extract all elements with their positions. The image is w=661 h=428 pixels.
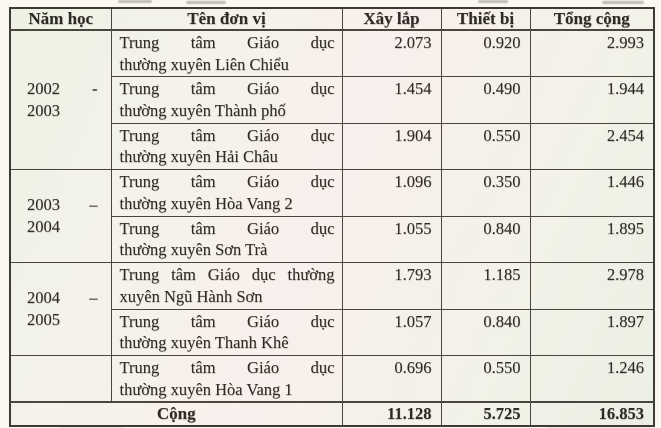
construction-value: 1.454 [342,77,441,124]
construction-total: 11.128 [342,402,441,426]
total-value: 2.993 [530,30,654,77]
equipment-value: 0.350 [441,170,530,217]
equipment-total: 5.725 [441,402,530,426]
total-value: 1.895 [530,216,654,263]
year-end: 2005 [27,310,60,329]
total-value: 1.897 [530,309,654,356]
construction-value: 2.073 [342,30,441,77]
col-header-total: Tổng cộng [530,8,654,30]
construction-value: 0.696 [342,356,441,403]
header-row [10,8,654,30]
unit-name-cell: Trung tâm Giáo dục thường xuyên Hòa Vang 2 [111,170,342,217]
equipment-value: 0.490 [441,77,530,124]
unit-name-cell: Trung tâm Giáo dục thường xuyên Liên Chiểu [111,30,342,77]
grand-total: 16.853 [530,402,654,426]
table-row [10,263,654,310]
total-value: 2.454 [530,123,654,170]
scan-artifact [602,1,644,4]
budget-table [9,7,655,427]
year-cell-2002-2003 [10,30,111,170]
total-value: 1.446 [530,170,654,217]
total-value: 2.978 [530,263,654,310]
construction-value: 1.096 [342,170,441,217]
scan-artifact [186,1,226,4]
year-dash: - [92,79,98,98]
construction-value: 1.057 [342,309,441,356]
equipment-value: 0.920 [441,30,530,77]
year-cell-2004-2005 [10,263,111,356]
year-dash: – [89,288,98,307]
year-start: 2003 [27,195,60,214]
construction-value: 1.904 [342,123,441,170]
unit-name-cell: Trung tâm Giáo dục thường xuyên Hải Châu [111,123,342,170]
year-end: 2003 [27,101,60,120]
total-value: 1.246 [530,356,654,403]
scan-artifact [478,0,508,3]
unit-name-cell: Trung tâm Giáo dục thường xuyên Thanh Khê [111,309,342,356]
col-header-construction: Xây lắp [342,8,441,30]
equipment-value: 0.550 [441,123,530,170]
year-cell-empty [10,356,111,403]
construction-value: 1.055 [342,216,441,263]
year-start: 2002 [27,79,60,98]
col-header-equipment: Thiết bị [441,8,530,30]
col-header-unit-name: Tên đơn vị [111,8,342,30]
year-start: 2004 [27,288,60,307]
unit-name-cell: Trung tâm Giáo dục thường xuyên Hòa Vang 1 [111,356,342,403]
year-cell-2003-2004 [10,170,111,263]
total-value: 1.944 [530,77,654,124]
table-row [10,170,654,217]
scan-artifact [118,0,152,3]
total-row-label: Cộng [10,402,342,426]
table-row [10,356,654,403]
col-header-school-year: Năm học [10,8,111,30]
year-dash: – [89,195,98,214]
construction-value: 1.793 [342,263,441,310]
total-row [10,402,654,426]
equipment-value: 0.840 [441,216,530,263]
equipment-value: 0.840 [441,309,530,356]
unit-name-cell: Trung tâm Giáo dục thường xuyên Thành phố [111,77,342,124]
unit-name-cell: Trung tâm Giáo dục thường xuyên Ngũ Hành Sơn [111,263,342,310]
unit-name-cell: Trung tâm Giáo dục thường xuyên Sơn Trà [111,216,342,263]
table-row [10,30,654,77]
year-end: 2004 [27,217,60,236]
equipment-value: 1.185 [441,263,530,310]
equipment-value: 0.550 [441,356,530,403]
